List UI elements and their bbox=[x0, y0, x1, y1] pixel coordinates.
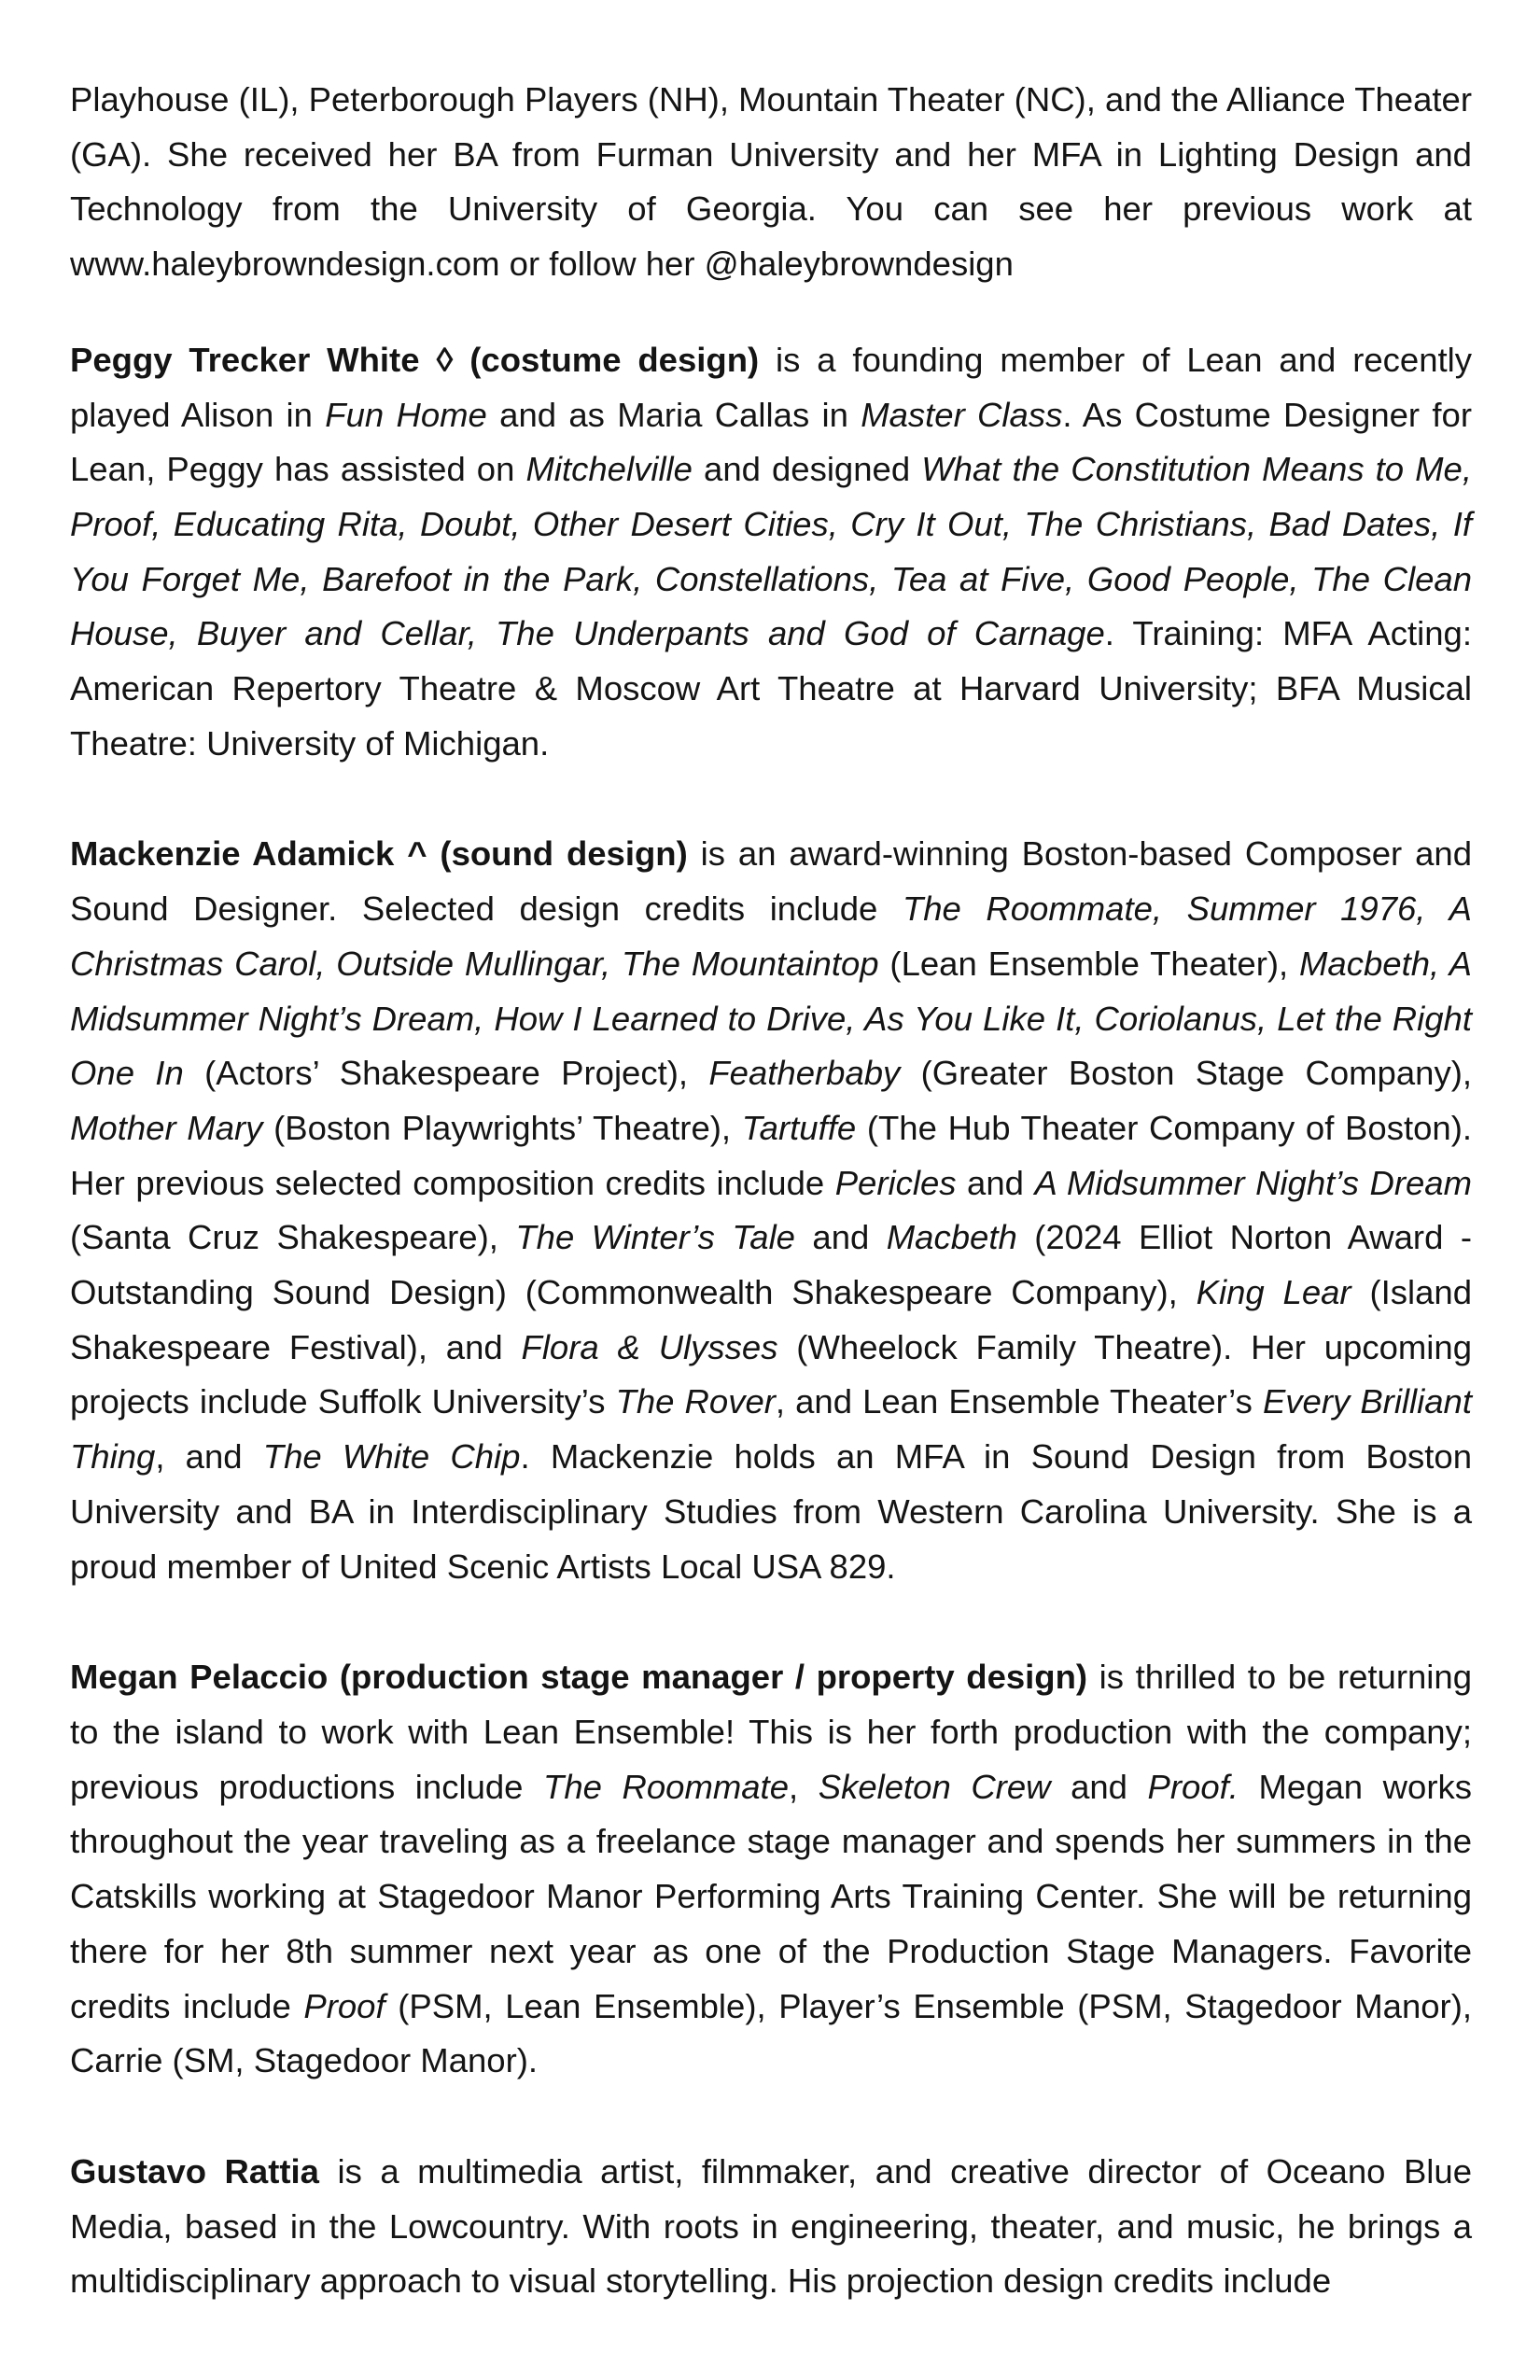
production-title: The Roommate, Summer 1976, A Christmas Carol, Outside Mullingar, The Mountaintop bbox=[70, 889, 1472, 983]
production-title: Featherbaby bbox=[708, 1054, 901, 1093]
bio-text: is an award-winning Boston-based Composer and Sound Designer. Selected design credits include bbox=[70, 834, 1472, 929]
bio-text: . Mackenzie holds an MFA in Sound Design from Boston University and BA in Interdisciplinary Studies from Western Carolina University. She is a proud member of United Scenic Artists Local USA 829. bbox=[70, 1437, 1473, 1586]
bio-text: is a multimedia artist, filmmaker, and creative director of Oceano Blue Media, based in the Lowcountry. With roots in engineering, theater, and music, he brings a multidisciplinary approach to visual storytelling. His projection design credits include bbox=[70, 2151, 1472, 2301]
bio-name: Megan Pelaccio (production stage manager / property design) bbox=[70, 1658, 1088, 1697]
bios-page bbox=[70, 73, 1472, 2350]
bio-text: Playhouse (IL), Peterborough Players (NH), Mountain Theater (NC), and the Alliance Theater (GA). She received her BA from Furman University and her MFA in Lighting Design and Technology from the University of Georgia. You can see her previous work at www.haleybrowndesign.com or follow her @haleybrowndesign bbox=[70, 80, 1472, 284]
bio-text: , bbox=[789, 1767, 819, 1806]
production-title: Every Brilliant Thing bbox=[70, 1382, 1472, 1477]
bio-text: Megan works throughout the year traveling as a freelance stage manager and spends her summers in the Catskills working at Stagedoor Manor Performing Arts Training Center. She will be returning there for her 8th summer next year as one of the Production Stage Managers. Favorite credits include bbox=[70, 1767, 1472, 2025]
bio-text: , and Lean Ensemble Theater’s bbox=[775, 1382, 1263, 1421]
bio-name: Mackenzie Adamick ^ (sound design) bbox=[70, 834, 688, 874]
production-title: Proof. bbox=[1147, 1767, 1239, 1806]
production-title: Mitchelville bbox=[525, 450, 693, 489]
bio-text: (Santa Cruz Shakespeare), bbox=[70, 1218, 516, 1257]
bio-text: and bbox=[794, 1218, 887, 1257]
bio-gustavo-rattia bbox=[70, 2145, 1472, 2309]
production-title: Master Class bbox=[861, 395, 1063, 434]
bio-text: is a founding member of Lean and recently played Alison in bbox=[70, 340, 1472, 434]
bio-text: and designed bbox=[692, 450, 922, 489]
bio-text: and as Maria Callas in bbox=[486, 395, 861, 434]
bio-text: (Lean Ensemble Theater), bbox=[878, 944, 1300, 983]
bio-text: (Actors’ Shakespeare Project), bbox=[183, 1054, 709, 1093]
bio-mackenzie-adamick bbox=[70, 827, 1472, 1594]
bio-text: and bbox=[1050, 1767, 1148, 1806]
bio-text: (2024 Elliot Norton Award - Outstanding Sound Design) (Commonwealth Shakespeare Company), bbox=[70, 1218, 1472, 1312]
production-title: Pericles bbox=[834, 1163, 957, 1202]
production-title: Proof bbox=[303, 1986, 385, 2025]
bio-text: , and bbox=[155, 1437, 263, 1477]
bio-megan-pelaccio bbox=[70, 1650, 1472, 2089]
production-title: The Winter’s Tale bbox=[515, 1218, 795, 1257]
bio-text: and bbox=[956, 1163, 1035, 1202]
production-title: Mother Mary bbox=[70, 1108, 263, 1147]
production-title: A Midsummer Night’s Dream bbox=[1034, 1163, 1472, 1202]
production-title: King Lear bbox=[1196, 1273, 1351, 1312]
bio-text: (Wheelock Family Theatre). Her upcoming projects include Suffolk University’s bbox=[70, 1327, 1472, 1421]
bio-name: Gustavo Rattia bbox=[70, 2151, 319, 2191]
production-title: Macbeth, A Midsummer Night’s Dream, How I Learned to Drive, As You Like It, Coriolanus, Let the Right One In bbox=[70, 944, 1472, 1093]
bio-text: . As Costume Designer for Lean, Peggy has assisted on bbox=[70, 395, 1472, 489]
bio-name: Peggy Trecker White ◊ (costume design) bbox=[70, 340, 760, 379]
bio-text: is thrilled to be returning to the island to work with Lean Ensemble! This is her forth production with the company; previous productions include bbox=[70, 1658, 1472, 1806]
bio-text: (Greater Boston Stage Company), bbox=[900, 1054, 1472, 1093]
production-title: The Rover bbox=[615, 1382, 776, 1421]
production-title: The White Chip bbox=[262, 1437, 521, 1477]
bio-text: . Training: MFA Acting: American Repertory Theatre & Moscow Art Theatre at Harvard University; BFA Musical Theatre: University of Michigan. bbox=[70, 614, 1472, 763]
production-title: Tartuffe bbox=[741, 1108, 857, 1147]
production-title: Flora & Ulysses bbox=[521, 1327, 778, 1366]
production-title: Fun Home bbox=[325, 395, 487, 434]
production-title: Skeleton Crew bbox=[818, 1767, 1051, 1806]
bio-text: (Island Shakespeare Festival), and bbox=[70, 1273, 1473, 1366]
bio-haley-brown-continued bbox=[70, 73, 1472, 292]
bio-text: (PSM, Lean Ensemble), Player’s Ensemble (PSM, Stagedoor Manor), Carrie (SM, Stagedoor Manor). bbox=[70, 1986, 1472, 2080]
bio-text: (Boston Playwrights’ Theatre), bbox=[262, 1108, 742, 1147]
production-title: What the Constitution Means to Me, Proof, Educating Rita, Doubt, Other Desert Cities, Cry It Out, The Christians, Bad Dates, If You Forget Me, Barefoot in the Park, Constellations, Tea at Five, Good People, The Clean House, Buyer and Cellar, The Underpants and God of Carnage bbox=[70, 450, 1472, 653]
bio-text: (The Hub Theater Company of Boston). Her previous selected composition credits include bbox=[70, 1108, 1472, 1202]
bio-peggy-trecker-white bbox=[70, 333, 1472, 772]
production-title: The Roommate bbox=[543, 1767, 789, 1806]
production-title: Macbeth bbox=[886, 1218, 1017, 1257]
